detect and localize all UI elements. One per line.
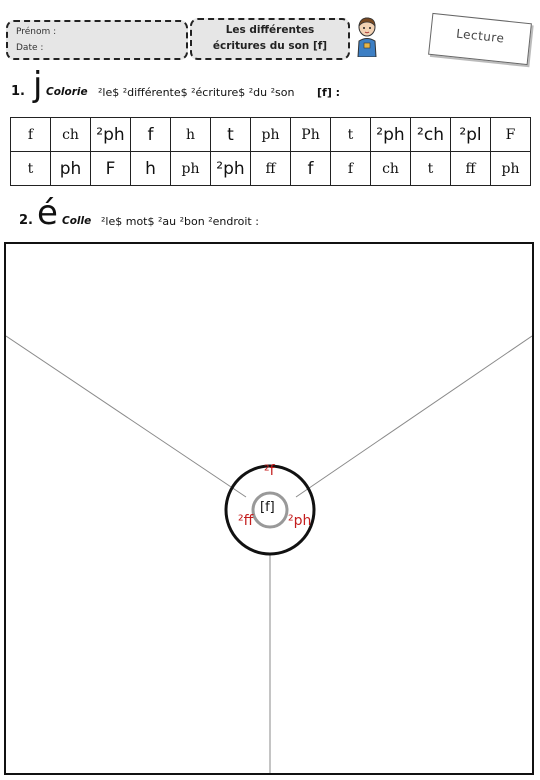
syllable-grid xyxy=(10,117,531,186)
grid-cell[interactable]: f xyxy=(331,152,371,186)
lecture-tag xyxy=(428,13,532,65)
grid-cell[interactable]: F xyxy=(91,152,131,186)
section-label-ff: ²ff xyxy=(238,513,254,529)
grid-cell[interactable]: t xyxy=(11,152,51,186)
grid-cell[interactable]: ²ch xyxy=(411,118,451,152)
lecture-label: Lecture xyxy=(455,26,506,46)
name-date-box xyxy=(6,20,188,60)
grid-cell[interactable]: ²ph xyxy=(371,118,411,152)
grid-cell[interactable]: ff xyxy=(251,152,291,186)
grid-cell[interactable]: ff xyxy=(451,152,491,186)
grid-cell[interactable]: ph xyxy=(491,152,531,186)
sorting-area[interactable] xyxy=(4,242,534,775)
title-line-2: écritures du son [f] xyxy=(212,40,328,52)
grid-cell[interactable]: ch xyxy=(371,152,411,186)
grid-row xyxy=(11,152,531,186)
exercise-2-verb: Colle xyxy=(62,215,92,227)
grid-row xyxy=(11,118,531,152)
grid-cell[interactable]: Ph xyxy=(291,118,331,152)
grid-cell[interactable]: ²pl xyxy=(451,118,491,152)
grid-cell[interactable]: ch xyxy=(51,118,91,152)
grid-cell[interactable]: t xyxy=(411,152,451,186)
divider-right xyxy=(296,336,532,497)
grid-cell[interactable]: ph xyxy=(171,152,211,186)
exercise-1-instruction: ²le$ ²différente$ ²écriture$ ²du ²son xyxy=(98,86,295,99)
prenom-label: Prénom : xyxy=(16,27,57,37)
grid-cell[interactable]: f xyxy=(291,152,331,186)
title-box xyxy=(190,18,350,60)
child-avatar-icon xyxy=(355,17,379,57)
grid-cell[interactable]: f xyxy=(131,118,171,152)
section-label-f: ²f xyxy=(264,463,275,479)
exercise-2-glue-icon: é xyxy=(37,193,58,233)
exercise-1-number: 1. xyxy=(11,84,25,99)
center-sound-label: [f] xyxy=(260,500,275,515)
exercise-1-color-icon: j xyxy=(33,65,43,105)
grid-cell[interactable]: ph xyxy=(251,118,291,152)
title-line-1: Les différentes xyxy=(225,24,315,36)
grid-cell[interactable]: f xyxy=(11,118,51,152)
grid-cell[interactable]: t xyxy=(331,118,371,152)
exercise-2-instruction: ²le$ mot$ ²au ²bon ²endroit : xyxy=(101,215,259,228)
grid-cell[interactable]: t xyxy=(211,118,251,152)
grid-cell[interactable]: h xyxy=(171,118,211,152)
grid-cell[interactable]: ²ph xyxy=(91,118,131,152)
exercise-2-number: 2. xyxy=(19,213,33,228)
section-label-ph: ²ph xyxy=(288,513,312,529)
grid-cell[interactable]: h xyxy=(131,152,171,186)
grid-cell[interactable]: ph xyxy=(51,152,91,186)
divider-left xyxy=(6,336,246,497)
grid-cell[interactable]: F xyxy=(491,118,531,152)
date-label: Date : xyxy=(16,43,44,53)
exercise-1-sound: [f] : xyxy=(317,86,341,99)
exercise-1-verb: Colorie xyxy=(46,86,88,98)
grid-cell[interactable]: ²ph xyxy=(211,152,251,186)
